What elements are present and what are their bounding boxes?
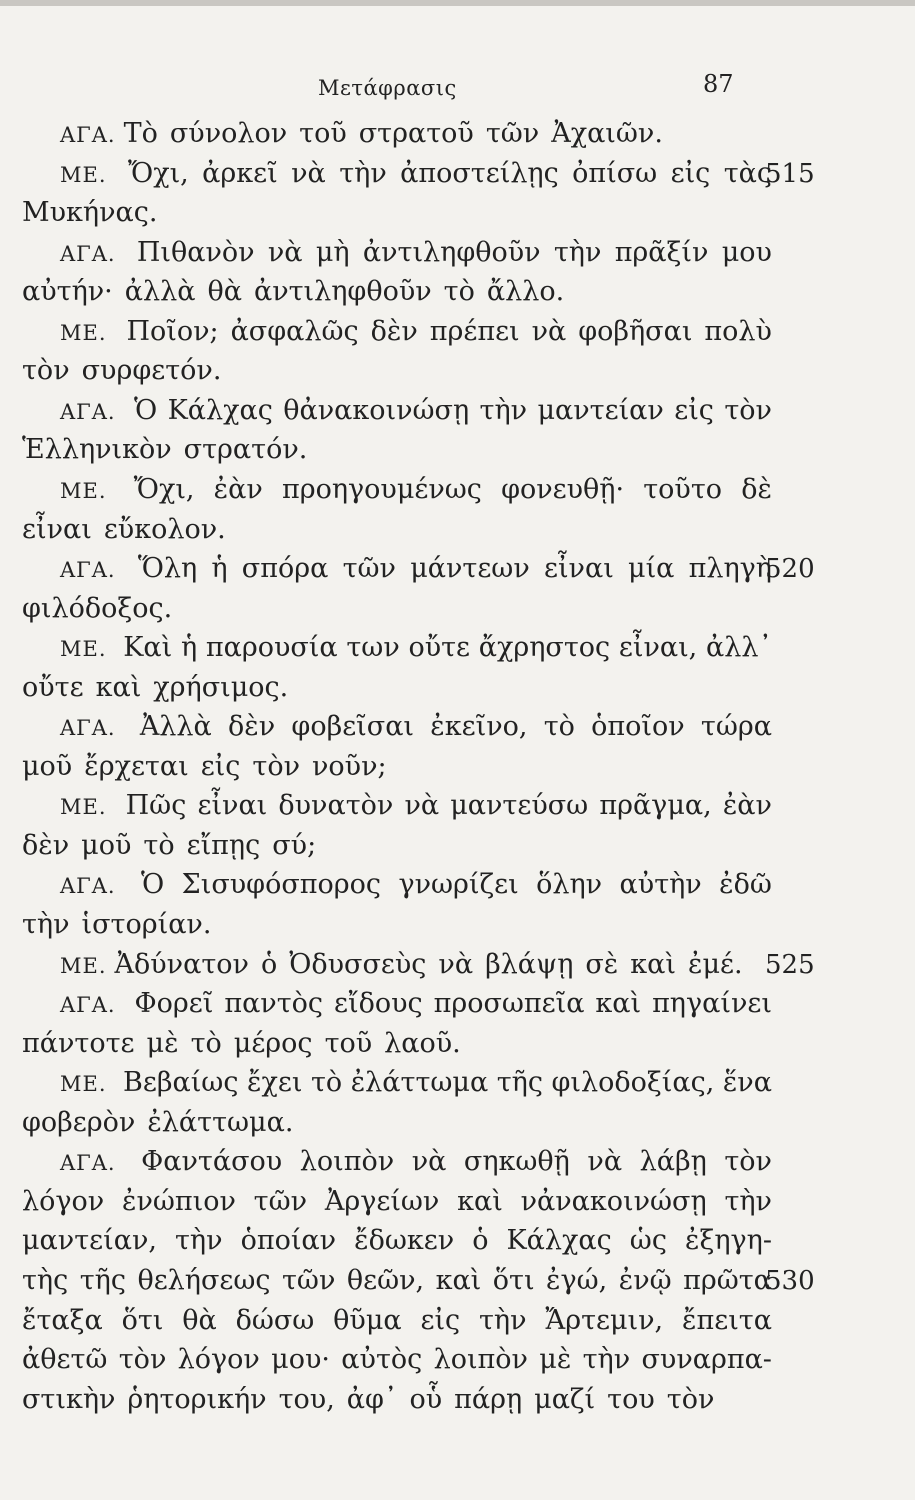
word: λαοῦ. xyxy=(384,1028,461,1059)
word: δὲν xyxy=(370,316,418,347)
speaker-label: ΑΓΑ. xyxy=(60,242,116,266)
text-line xyxy=(22,589,772,629)
word: Ὄχι, xyxy=(127,158,189,189)
text-line xyxy=(22,1063,772,1103)
word: ἐὰν xyxy=(213,474,263,505)
running-header-title: Μετάφρασις xyxy=(318,76,457,100)
word: πάντοτε xyxy=(22,1028,135,1059)
word: τὴν xyxy=(22,909,70,940)
word: Πιθανὸν xyxy=(136,237,255,268)
speaker-label: ΜΕ. xyxy=(60,637,107,661)
word: των xyxy=(346,632,400,663)
word: τῶν xyxy=(253,1186,308,1217)
text-line xyxy=(22,707,772,747)
word: φονευθῇ· xyxy=(501,474,625,505)
speaker-label: ΜΕ. xyxy=(60,479,107,503)
word: Κάλχας xyxy=(506,1225,612,1256)
text-line xyxy=(22,747,772,787)
word: τῶν xyxy=(342,553,396,584)
word: μου xyxy=(721,237,772,268)
speaker-label: ΜΕ. xyxy=(60,954,107,978)
word: μέρος xyxy=(233,1028,313,1059)
word: ἀλλ᾽ xyxy=(705,632,772,663)
text-line xyxy=(22,272,772,312)
word: βλάψῃ xyxy=(485,949,574,980)
text-line xyxy=(22,1340,772,1380)
word: θελήσεως xyxy=(137,1265,271,1296)
word: πληγὴ xyxy=(688,553,772,584)
word: μαντείαν, xyxy=(22,1225,157,1256)
word: σπόρα xyxy=(241,553,329,584)
word: εἴδους xyxy=(334,988,423,1019)
word: φοβεῖσαι xyxy=(291,711,415,742)
word: ὅλην xyxy=(536,869,603,900)
word: θἀνακοινώσῃ xyxy=(283,395,470,426)
word: Ἄρτεμιν, xyxy=(545,1305,664,1336)
word: οὗ xyxy=(409,1384,443,1415)
word: ἐξηγη- xyxy=(684,1225,772,1256)
speaker-label: ΑΓΑ. xyxy=(60,558,116,582)
text-line xyxy=(22,1301,772,1341)
word: ἀποστείλῃς xyxy=(400,158,559,189)
word: Ἀλλὰ xyxy=(139,711,212,742)
text-line xyxy=(22,865,772,905)
word: τὸν xyxy=(22,355,70,386)
word: τὸ xyxy=(143,830,175,861)
text-line xyxy=(22,430,772,470)
verse-number: 520 xyxy=(765,554,815,584)
word: Ἀργείων xyxy=(324,1186,440,1217)
word: παρουσία xyxy=(205,632,338,663)
word: στικὴν xyxy=(22,1384,116,1415)
word: Ὄχι, xyxy=(133,474,195,505)
word: συρφετόν. xyxy=(81,355,222,386)
word: λόγον xyxy=(22,1186,105,1217)
word: εἰς xyxy=(674,395,714,426)
text-line xyxy=(22,1221,772,1261)
word: ἔδωκεν xyxy=(354,1225,455,1256)
word: τὴν xyxy=(174,1225,223,1256)
word: τὴν xyxy=(339,158,387,189)
word: τὸν xyxy=(252,751,300,782)
word: προηγουμένως xyxy=(281,474,482,505)
word: φοβῆσαι xyxy=(578,316,693,347)
word: στρατόν. xyxy=(183,434,308,465)
word: Ὀδυσσεὺς xyxy=(289,949,427,980)
speaker-label: ΑΓΑ. xyxy=(60,874,116,898)
text-line xyxy=(22,391,772,431)
word: νὰ xyxy=(267,237,303,268)
word: Ἀχαιῶν. xyxy=(551,118,663,149)
word: ὁ xyxy=(472,1225,489,1256)
word: Τὸ xyxy=(123,118,158,149)
word: Φαντάσου xyxy=(141,1146,283,1177)
word: μάντεων xyxy=(410,553,530,584)
word: τῆς xyxy=(496,1067,543,1098)
word: τὴς xyxy=(22,1265,69,1296)
word: ἐνῷ xyxy=(618,1265,672,1296)
text-line xyxy=(22,549,772,589)
text-line xyxy=(22,786,772,826)
word: νἀνακοινώσῃ xyxy=(520,1186,707,1217)
word: μαζί xyxy=(534,1384,596,1415)
word: εὔκολον. xyxy=(103,514,226,545)
word: τὸ xyxy=(443,276,475,307)
word: ἕνα xyxy=(722,1067,772,1098)
word: φιλόδοξος. xyxy=(22,593,173,624)
word: εἶναι xyxy=(22,514,92,545)
word: ἀφ᾽ xyxy=(346,1384,398,1415)
word: καὶ xyxy=(457,1186,503,1217)
word: Φορεῖ xyxy=(134,988,214,1019)
word: Ὁ xyxy=(141,869,165,900)
word: εἶναι xyxy=(543,553,614,584)
verse-number: 530 xyxy=(765,1266,815,1296)
word: λοιπὸν xyxy=(433,1344,528,1375)
word: μὲ xyxy=(539,1344,572,1375)
word: ὅτι xyxy=(492,1265,535,1296)
word: δὲ xyxy=(741,474,772,505)
word: καὶ xyxy=(95,672,142,703)
word: σύ; xyxy=(272,830,317,861)
word: νὰ xyxy=(291,158,326,189)
word: Ἀδύνατον xyxy=(114,949,249,980)
word: εἰς xyxy=(200,751,241,782)
word: σηκωθῇ xyxy=(463,1146,570,1177)
word: ἀλλὰ xyxy=(124,276,196,307)
text-line xyxy=(22,351,772,391)
word: νὰ xyxy=(404,790,440,821)
text-line xyxy=(22,510,772,550)
word: φιλοδοξίας, xyxy=(551,1067,715,1098)
text-line xyxy=(22,470,772,510)
text-line xyxy=(22,945,772,985)
word: δυνατὸν xyxy=(278,790,394,821)
text-line xyxy=(22,905,772,945)
speaker-label: ΜΕ. xyxy=(60,795,107,819)
word: λοιπὸν xyxy=(299,1146,395,1177)
word: καὶ xyxy=(435,1265,482,1296)
text-line xyxy=(22,154,772,194)
word: τὸν xyxy=(118,1344,167,1375)
word: τὴν xyxy=(553,237,602,268)
page-number: 87 xyxy=(703,70,734,98)
text-line xyxy=(22,984,772,1024)
word: ἄλλο. xyxy=(486,276,565,307)
word: πρέπει xyxy=(429,316,520,347)
word: δὲν xyxy=(228,711,276,742)
word: τῶν xyxy=(282,1265,336,1296)
word: μὴ xyxy=(315,237,350,268)
word: θὰ xyxy=(207,276,242,307)
word: τώρα xyxy=(700,711,772,742)
word: αὐτὴν xyxy=(619,869,702,900)
word: τῆς xyxy=(79,1265,126,1296)
text-line xyxy=(22,668,772,708)
word: ἀσφαλῶς xyxy=(230,316,359,347)
word: παντὸς xyxy=(224,988,324,1019)
word: γνωρίζει xyxy=(398,869,519,900)
word: πηγαίνει xyxy=(652,988,772,1019)
speaker-label: ΑΓΑ. xyxy=(60,1151,116,1175)
word: τὸν xyxy=(724,1146,772,1177)
word: ἀρκεῖ xyxy=(202,158,278,189)
word: τὴν xyxy=(724,1186,772,1217)
word: σύνολον xyxy=(169,118,288,149)
word: μαντεύσω xyxy=(450,790,589,821)
word: εἰς xyxy=(670,158,711,189)
word: τὸ xyxy=(190,1028,222,1059)
text-line xyxy=(22,1103,772,1143)
word: προσωπεῖα xyxy=(433,988,585,1019)
word: στρατοῦ xyxy=(358,118,474,149)
word: ἐκεῖνο, xyxy=(430,711,528,742)
text-line xyxy=(22,114,772,154)
word: λάβῃ xyxy=(639,1146,707,1177)
text-line xyxy=(22,1261,772,1301)
word: θεῶν, xyxy=(346,1265,425,1296)
text-line xyxy=(22,312,772,352)
word: τὴν xyxy=(582,1344,631,1375)
word: τὸν xyxy=(666,1384,715,1415)
speaker-label: ΑΓΑ. xyxy=(60,993,116,1017)
word: νὰ xyxy=(531,316,567,347)
word: ἐμέ. xyxy=(688,949,743,980)
text-line xyxy=(22,1380,772,1420)
word: ῥητορικήν xyxy=(127,1384,267,1415)
word: μαντείαν xyxy=(537,395,664,426)
word: δώσω xyxy=(235,1305,315,1336)
text-line xyxy=(22,1142,772,1182)
word: ἔταξα xyxy=(22,1305,103,1336)
word: τοῦ xyxy=(324,1028,373,1059)
word: ὁποῖον xyxy=(591,711,685,742)
word: ἐλάττωμα xyxy=(350,1067,489,1098)
word: αὐτὸς xyxy=(341,1344,423,1375)
word: εἴπῃς xyxy=(186,830,261,861)
word: ἡ xyxy=(180,632,198,663)
speaker-label: ΑΓΑ. xyxy=(60,716,116,740)
speaker-label: ΜΕ. xyxy=(60,163,107,187)
word: λόγον xyxy=(177,1344,260,1375)
word: σὲ xyxy=(585,949,619,980)
word: ἐνώπιον xyxy=(121,1186,236,1217)
speaker-label: ΜΕ. xyxy=(60,321,107,345)
word: ὁποίαν xyxy=(240,1225,337,1256)
word: ἄχρηστος xyxy=(478,632,611,663)
word: πρῶτα xyxy=(683,1265,772,1296)
word: Ὁ xyxy=(133,395,158,426)
word: μου· xyxy=(271,1344,330,1375)
text-line xyxy=(22,1182,772,1222)
word: καὶ xyxy=(630,949,676,980)
word: ἔπειτα xyxy=(681,1305,772,1336)
speaker-label: ΑΓΑ. xyxy=(60,400,116,424)
word: οὔτε xyxy=(408,632,471,663)
word: χρήσιμος. xyxy=(153,672,289,703)
verse-number: 515 xyxy=(765,159,815,189)
word: νοῦν; xyxy=(312,751,387,782)
text-line xyxy=(22,193,772,233)
word: τοῦτο xyxy=(643,474,723,505)
word: πρᾶγμα, xyxy=(599,790,712,821)
text-line xyxy=(22,826,772,866)
word: νὰ xyxy=(587,1146,623,1177)
speaker-label: ΑΓΑ. xyxy=(60,123,116,147)
word: νὰ xyxy=(411,1146,447,1177)
word: τὸ xyxy=(310,1067,343,1098)
word: συναρπα- xyxy=(641,1344,772,1375)
word: νὰ xyxy=(438,949,474,980)
word: εἶναι, xyxy=(618,632,698,663)
word: εἶναι xyxy=(197,790,268,821)
word: ἐδῶ xyxy=(719,869,772,900)
word: μοῦ xyxy=(22,751,73,782)
word: Ποῖον; xyxy=(126,316,219,347)
word: ἔρχεται xyxy=(84,751,189,782)
word: μία xyxy=(628,553,675,584)
text-line xyxy=(22,233,772,273)
word: ἔχει xyxy=(246,1067,303,1098)
word: μὲ xyxy=(146,1028,179,1059)
word: πάρῃ xyxy=(454,1384,523,1415)
word: ὡς xyxy=(629,1225,667,1256)
speaker-label: ΜΕ. xyxy=(60,1072,107,1096)
text-line xyxy=(22,628,772,668)
word: πολὺ xyxy=(704,316,772,347)
word: του xyxy=(607,1384,655,1415)
word: ἐὰν xyxy=(722,790,772,821)
word: δὲν xyxy=(22,830,70,861)
word: ὅτι xyxy=(121,1305,164,1336)
word: Πῶς xyxy=(125,790,187,821)
word: ἱστορίαν. xyxy=(81,909,212,940)
word: οὔτε xyxy=(22,672,84,703)
word: ὀπίσω xyxy=(572,158,658,189)
word: ἀντιληφθοῦν xyxy=(253,276,432,307)
word: ἀντιληφθοῦν xyxy=(362,237,541,268)
word: τὴν xyxy=(479,1305,527,1336)
text-line xyxy=(22,1024,772,1064)
word: Καὶ xyxy=(123,632,173,663)
word: τὸν xyxy=(724,395,772,426)
word: φοβερὸν xyxy=(22,1107,136,1138)
word: ἐγώ, xyxy=(546,1265,608,1296)
word: εἰς xyxy=(420,1305,461,1336)
word: μοῦ xyxy=(81,830,132,861)
word: τοῦ xyxy=(299,118,347,149)
word: ὁ xyxy=(260,949,278,980)
word: τὴν xyxy=(479,395,528,426)
word: Κάλχας xyxy=(167,395,273,426)
word: τὰς xyxy=(723,158,772,189)
word: πρᾶξίν xyxy=(614,237,709,268)
word: τῶν xyxy=(485,118,540,149)
word: θῦμα xyxy=(333,1305,402,1336)
verse-number: 525 xyxy=(765,950,815,980)
word: τὸ xyxy=(543,711,575,742)
word: Μυκήνας. xyxy=(22,197,158,228)
word: Ἑλληνικὸν xyxy=(22,434,172,465)
word: θὰ xyxy=(182,1305,217,1336)
word: αὐτήν· xyxy=(22,276,113,307)
word: ἀθετῶ xyxy=(22,1344,108,1375)
word: του, xyxy=(278,1384,335,1415)
word: Βεβαίως xyxy=(123,1067,239,1098)
word: Ὅλη xyxy=(137,553,198,584)
word: ἐλάττωμα. xyxy=(147,1107,294,1138)
word: ἡ xyxy=(211,553,228,584)
word: καὶ xyxy=(595,988,642,1019)
word: Σισυφόσπορος xyxy=(181,869,382,900)
